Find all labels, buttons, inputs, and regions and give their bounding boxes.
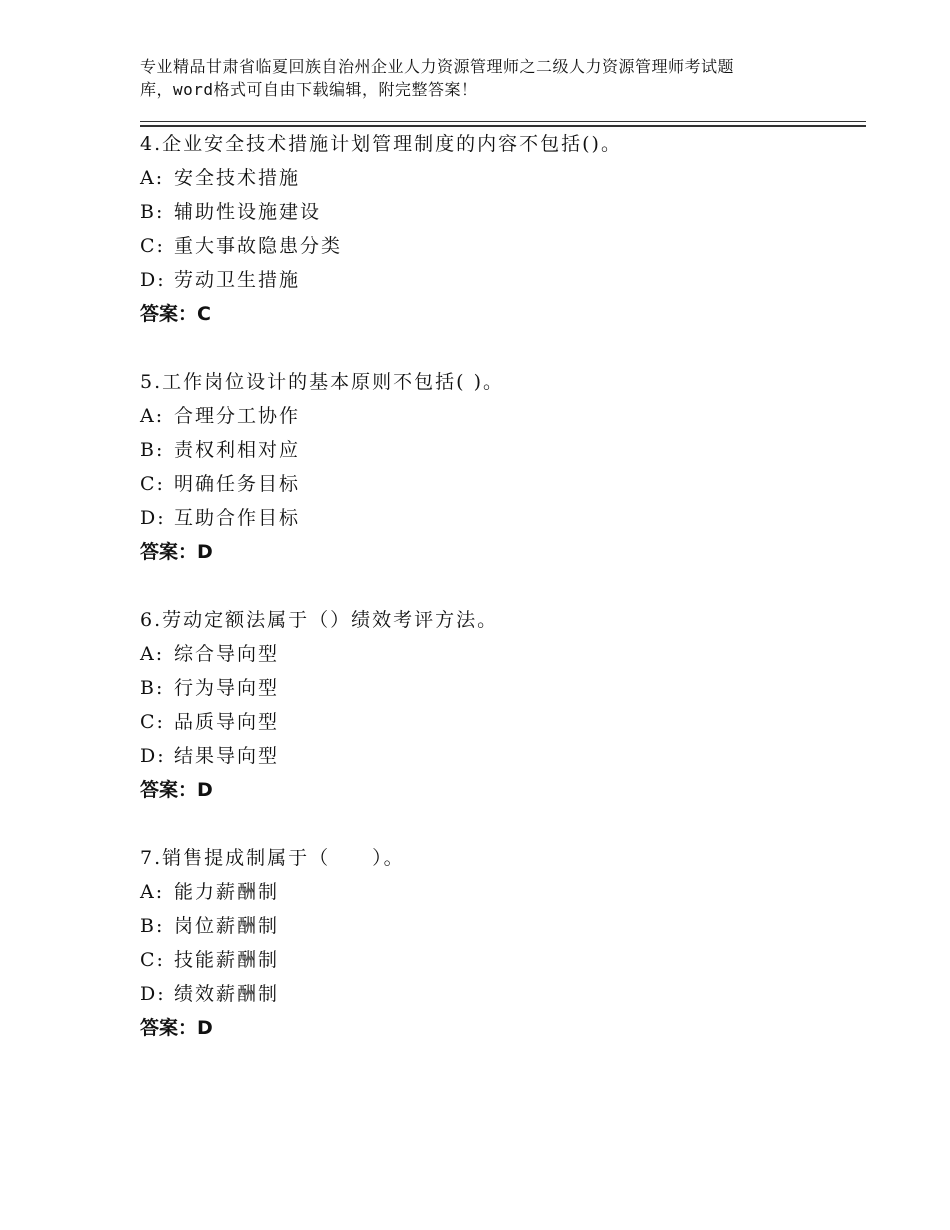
option-text: 技能薪酬制 xyxy=(174,949,280,971)
option-letter: B: xyxy=(140,915,165,937)
page-header xyxy=(140,55,830,101)
option-letter: B: xyxy=(140,439,165,461)
question-7 xyxy=(140,841,866,1045)
answer-line: 答案：D xyxy=(140,541,213,563)
option-b xyxy=(140,195,866,229)
option-letter: C: xyxy=(140,473,165,495)
option-text: 互助合作目标 xyxy=(174,507,301,529)
option-c xyxy=(140,229,866,263)
option-letter: A: xyxy=(140,643,165,665)
option-letter: A: xyxy=(140,405,165,427)
option-text: 品质导向型 xyxy=(174,711,280,733)
option-d xyxy=(140,739,866,773)
option-d xyxy=(140,501,866,535)
option-a xyxy=(140,875,866,909)
option-letter: D: xyxy=(140,507,166,529)
option-text: 重大事故隐患分类 xyxy=(174,235,343,257)
option-d xyxy=(140,263,866,297)
option-text: 能力薪酬制 xyxy=(174,881,280,903)
option-b xyxy=(140,433,866,467)
option-letter: C: xyxy=(140,711,165,733)
option-b xyxy=(140,909,866,943)
option-a xyxy=(140,637,866,671)
question-stem: 7.销售提成制属于（ ）。 xyxy=(140,847,405,869)
question-list xyxy=(140,127,866,1045)
question-stem: 4.企业安全技术措施计划管理制度的内容不包括()。 xyxy=(140,133,622,155)
option-letter: D: xyxy=(140,269,166,291)
option-text: 劳动卫生措施 xyxy=(174,269,301,291)
option-text: 辅助性设施建设 xyxy=(174,201,322,223)
answer-line: 答案：D xyxy=(140,779,213,801)
option-d xyxy=(140,977,866,1011)
option-text: 岗位薪酬制 xyxy=(174,915,280,937)
option-a xyxy=(140,161,866,195)
option-letter: D: xyxy=(140,745,166,767)
option-a xyxy=(140,399,866,433)
header-divider-thin xyxy=(140,121,866,122)
option-c xyxy=(140,705,866,739)
option-text: 安全技术措施 xyxy=(174,167,301,189)
option-b xyxy=(140,671,866,705)
header-title-line-1: 专业精品甘肃省临夏回族自治州企业人力资源管理师之二级人力资源管理师考试题 xyxy=(140,57,735,76)
option-text: 责权利相对应 xyxy=(174,439,301,461)
option-c xyxy=(140,943,866,977)
option-letter: B: xyxy=(140,201,165,223)
question-stem: 5.工作岗位设计的基本原则不包括( )。 xyxy=(140,371,504,393)
option-letter: A: xyxy=(140,881,165,903)
option-c xyxy=(140,467,866,501)
option-letter: C: xyxy=(140,235,165,257)
option-text: 绩效薪酬制 xyxy=(174,983,280,1005)
option-text: 明确任务目标 xyxy=(174,473,301,495)
option-text: 行为导向型 xyxy=(174,677,280,699)
question-stem: 6.劳动定额法属于（）绩效考评方法。 xyxy=(140,609,499,631)
question-6 xyxy=(140,603,866,807)
header-title-line-2: 库，word格式可自由下载编辑，附完整答案！ xyxy=(140,80,478,99)
option-text: 结果导向型 xyxy=(174,745,280,767)
answer-line: 答案：D xyxy=(140,1017,213,1039)
question-4 xyxy=(140,127,866,331)
option-letter: C: xyxy=(140,949,165,971)
option-letter: D: xyxy=(140,983,166,1005)
question-5 xyxy=(140,365,866,569)
option-text: 合理分工协作 xyxy=(174,405,301,427)
answer-line: 答案：C xyxy=(140,303,211,325)
option-text: 综合导向型 xyxy=(174,643,280,665)
option-letter: B: xyxy=(140,677,165,699)
option-letter: A: xyxy=(140,167,165,189)
